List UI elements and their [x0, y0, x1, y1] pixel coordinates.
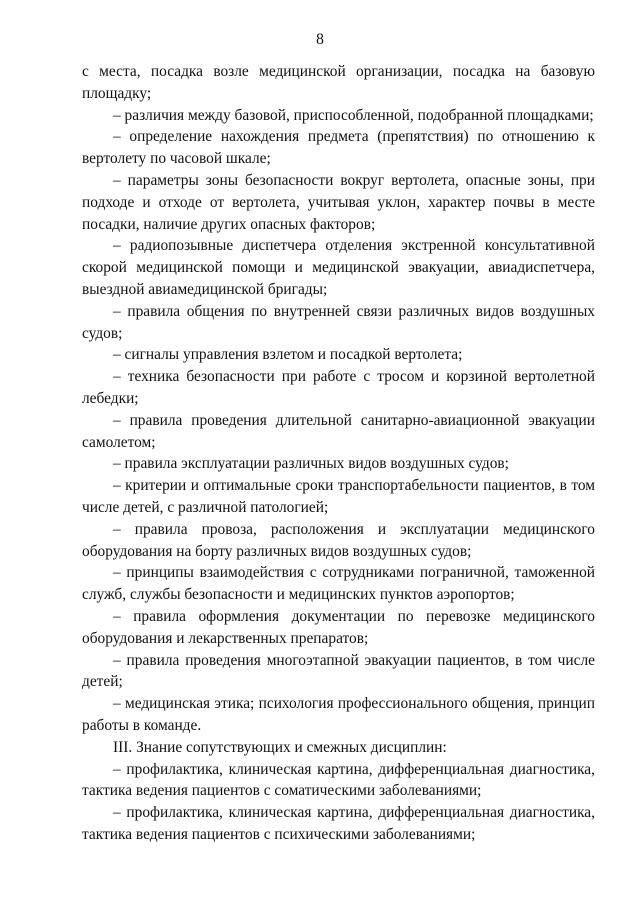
list-item: – правила проведения длительной санитарно-авиационной эвакуации самолетом; — [82, 411, 595, 451]
list-item: – различия между базовой, приспособленной, подобранной площадками; — [113, 106, 594, 124]
document-body — [82, 61, 595, 846]
list-item: – параметры зоны безопасности вокруг вертолета, опасные зоны, при подходе и отходе от вертолета, учитывая уклон, характер почвы в месте посадки, наличие других опасных факторов; — [82, 171, 595, 233]
list-item: – медицинская этика; психология профессионального общения, принцип работы в команде. — [82, 695, 595, 734]
paragraph-continuation: с места, посадка возле медицинской организации, посадка на базовую площадку; — [82, 63, 595, 102]
list-item: – принципы взаимодействия с сотрудниками пограничной, таможенной служб, службы безопасности и медицинских пунктов аэропортов; — [82, 564, 595, 604]
list-item: – радиопозывные диспетчера отделения экстренной консультативной скорой медицинской помощи и медицинской эвакуации, авиадиспетчера, выездной авиамедицинской бригады; — [82, 237, 595, 298]
list-item: – техника безопасности при работе с тросом и корзиной вертолетной лебедки; — [82, 368, 595, 407]
page-number: 8 — [316, 31, 324, 48]
list-item: – правила проведения многоэтапной эвакуации пациентов, в том числе детей; — [82, 651, 595, 691]
list-item: – профилактика, клиническая картина, дифференциальная диагностика, тактика ведения пациентов с психическими заболеваниями; — [82, 804, 595, 843]
list-item: – правила оформления документации по перевозке медицинского оборудования и лекарственных препаратов; — [82, 607, 595, 647]
list-item: – профилактика, клиническая картина, дифференциальная диагностика, тактика ведения пациентов с соматическими заболеваниями; — [82, 760, 595, 800]
list-item: – определение нахождения предмета (препятствия) по отношению к вертолету по часовой шкале; — [82, 128, 595, 168]
list-item: – правила провоза, расположения и эксплуатации медицинского оборудования на борту различных видов воздушных судов; — [82, 520, 595, 560]
list-item: – правила общения по внутренней связи различных видов воздушных судов; — [82, 302, 595, 342]
section-heading: III. Знание сопутствующих и смежных дисциплин: — [113, 738, 447, 756]
list-item: – правила эксплуатации различных видов воздушных судов; — [113, 455, 509, 473]
list-item: – критерии и оптимальные сроки транспортабельности пациентов, в том числе детей, с различной патологией; — [82, 477, 595, 516]
list-item: – сигналы управления взлетом и посадкой вертолета; — [113, 346, 463, 364]
